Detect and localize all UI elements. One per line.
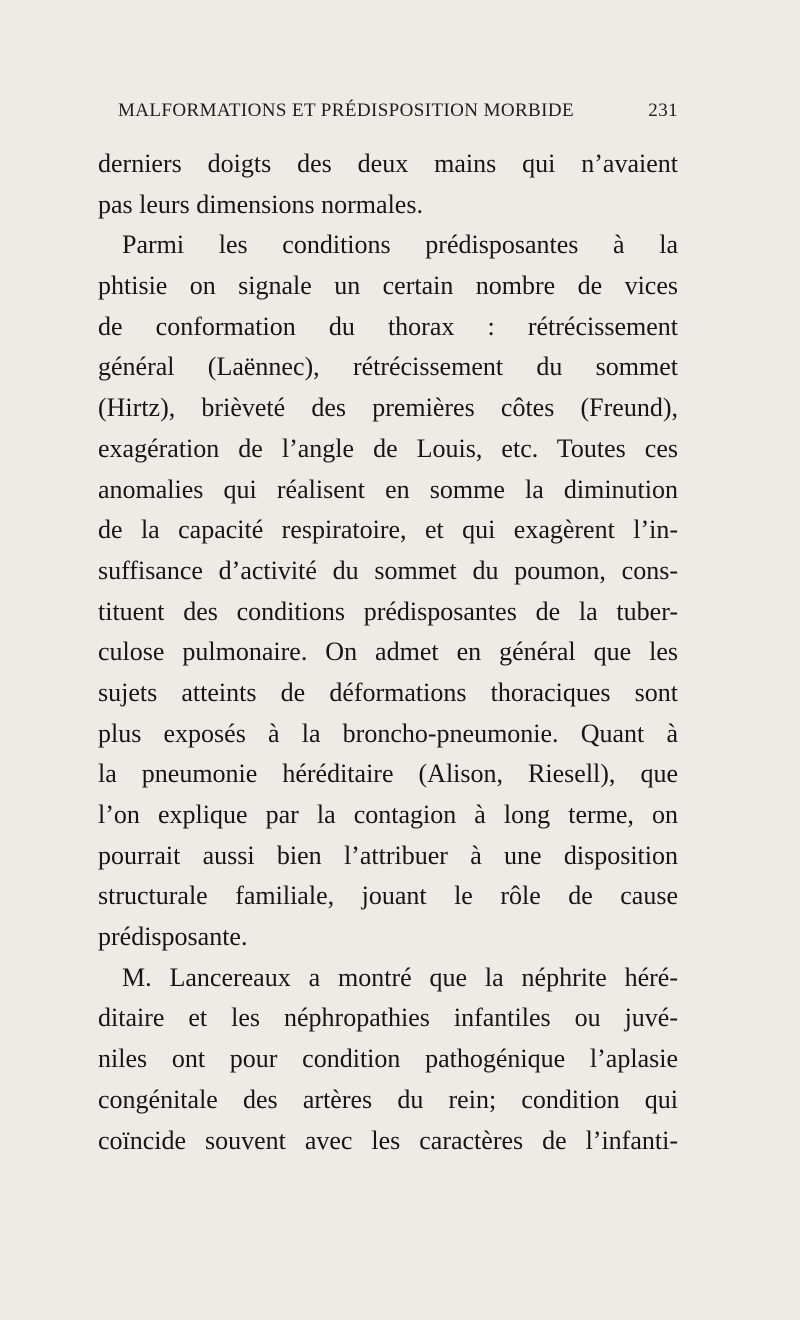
body-text bbox=[98, 144, 678, 1161]
text-line: exagération de l’angle de Louis, etc. Toutes ces bbox=[98, 433, 678, 463]
text-line: de la capacité respiratoire, et qui exagèrent l’in- bbox=[98, 515, 678, 545]
text-line: phtisie on signale un certain nombre de vices bbox=[98, 271, 678, 301]
text-line: tituent des conditions prédisposantes de la tuber- bbox=[98, 596, 678, 626]
text-line: structurale familiale, jouant le rôle de cause bbox=[98, 881, 678, 911]
text-line: la pneumonie héréditaire (Alison, Riesell), que bbox=[98, 759, 678, 789]
running-title: MALFORMATIONS ET PRÉDISPOSITION MORBIDE bbox=[118, 100, 574, 121]
text-line: prédisposante. bbox=[98, 922, 248, 952]
text-line: pourrait aussi bien l’attribuer à une disposition bbox=[98, 840, 678, 870]
text-line: ditaire et les néphropathies infantiles ou juvé- bbox=[98, 1003, 678, 1033]
text-line: congénitale des artères du rein; condition qui bbox=[98, 1084, 678, 1114]
text-line: suffisance d’activité du sommet du poumon, cons- bbox=[98, 555, 678, 585]
text-line: culose pulmonaire. On admet en général que les bbox=[98, 637, 678, 667]
text-line: général (Laënnec), rétrécissement du sommet bbox=[98, 352, 678, 382]
text-line: Parmi les conditions prédisposantes à la bbox=[122, 230, 678, 260]
page-header bbox=[118, 100, 678, 130]
text-line: anomalies qui réalisent en somme la diminution bbox=[98, 474, 678, 504]
page-number: 231 bbox=[648, 100, 678, 121]
text-line: pas leurs dimensions normales. bbox=[98, 189, 423, 219]
text-line: de conformation du thorax : rétrécissement bbox=[98, 311, 678, 341]
text-line: derniers doigts des deux mains qui n’avaient bbox=[98, 149, 678, 178]
text-line: l’on explique par la contagion à long terme, on bbox=[98, 800, 678, 829]
text-line: sujets atteints de déformations thoraciques sont bbox=[98, 677, 678, 707]
text-line: niles ont pour condition pathogénique l’aplasie bbox=[98, 1044, 678, 1074]
text-line: plus exposés à la broncho-pneumonie. Quant à bbox=[98, 718, 678, 748]
text-line: coïncide souvent avec les caractères de l’infanti- bbox=[98, 1125, 678, 1155]
text-line: (Hirtz), brièveté des premières côtes (Freund), bbox=[98, 393, 678, 423]
text-line: M. Lancereaux a montré que la néphrite héré- bbox=[122, 962, 678, 992]
